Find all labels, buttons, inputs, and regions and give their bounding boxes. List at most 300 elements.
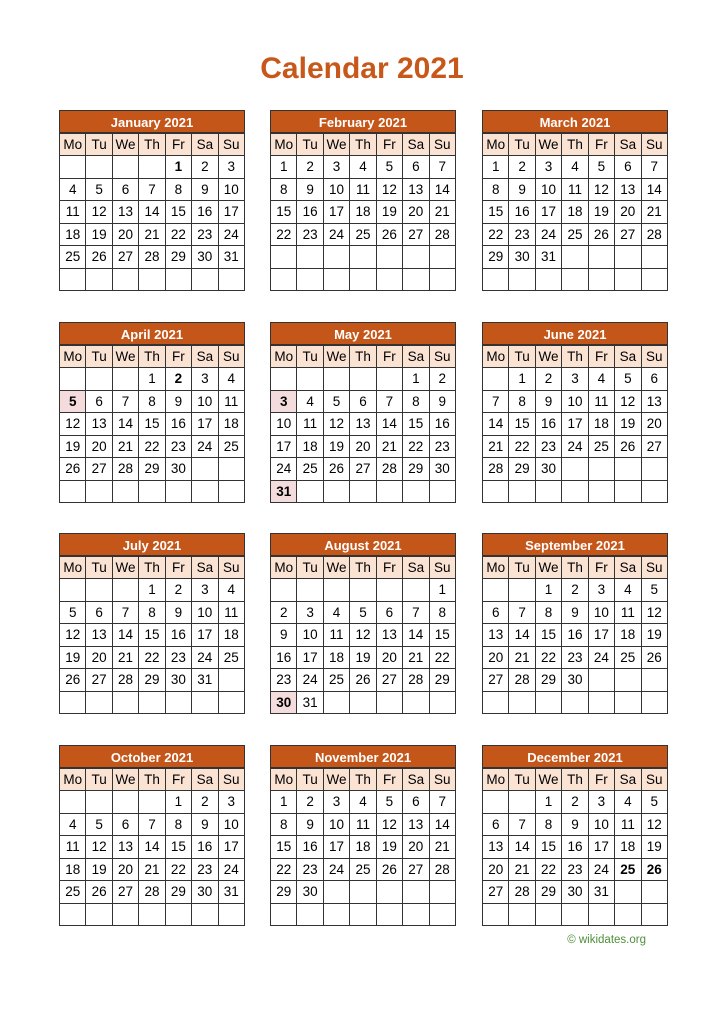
day-cell: 6 — [403, 156, 429, 179]
day-cell: 16 — [509, 201, 535, 224]
empty-cell — [588, 268, 614, 291]
day-cell: 26 — [350, 669, 376, 692]
weekday-label: Th — [139, 557, 165, 579]
day-cell: 2 — [165, 368, 191, 391]
day-cell: 6 — [350, 390, 376, 413]
day-cell: 24 — [562, 435, 588, 458]
weekday-label: Sa — [615, 134, 641, 156]
day-cell: 1 — [165, 791, 191, 814]
day-cell: 10 — [562, 390, 588, 413]
weekday-label: Fr — [588, 769, 614, 791]
empty-cell — [112, 156, 138, 179]
day-cell: 2 — [297, 791, 323, 814]
day-cell: 15 — [403, 413, 429, 436]
day-cell: 1 — [483, 156, 509, 179]
day-cell: 9 — [429, 390, 455, 413]
day-cell: 25 — [60, 246, 86, 269]
day-cell: 6 — [86, 390, 112, 413]
empty-cell — [165, 691, 191, 714]
day-cell: 27 — [112, 881, 138, 904]
empty-cell — [323, 368, 349, 391]
day-cell: 11 — [297, 413, 323, 436]
day-cell: 22 — [271, 223, 297, 246]
weekday-label: Fr — [376, 557, 402, 579]
weekday-label: Mo — [483, 769, 509, 791]
empty-cell — [509, 791, 535, 814]
empty-cell — [271, 246, 297, 269]
empty-cell — [271, 268, 297, 291]
weekday-label: Mo — [60, 557, 86, 579]
empty-cell — [509, 480, 535, 503]
day-cell: 1 — [139, 368, 165, 391]
day-cell: 18 — [60, 223, 86, 246]
day-cell: 26 — [323, 458, 349, 481]
empty-cell — [192, 480, 218, 503]
empty-cell — [403, 579, 429, 602]
weekday-label: Fr — [376, 769, 402, 791]
day-cell: 3 — [588, 791, 614, 814]
day-cell: 25 — [588, 435, 614, 458]
day-cell: 19 — [588, 201, 614, 224]
weekday-label: Mo — [60, 346, 86, 368]
day-cell: 1 — [139, 579, 165, 602]
weekday-label: We — [323, 769, 349, 791]
weekday-label: Fr — [588, 134, 614, 156]
day-cell: 14 — [641, 178, 667, 201]
week-row — [60, 691, 245, 714]
empty-cell — [60, 579, 86, 602]
weekday-label: Sa — [192, 346, 218, 368]
day-cell: 9 — [297, 813, 323, 836]
empty-cell — [615, 903, 641, 926]
empty-cell — [218, 268, 244, 291]
day-cell: 1 — [271, 156, 297, 179]
day-cell: 5 — [60, 390, 86, 413]
day-cell: 21 — [509, 646, 535, 669]
day-cell: 2 — [192, 791, 218, 814]
empty-cell — [139, 156, 165, 179]
day-cell: 3 — [192, 579, 218, 602]
day-cell: 23 — [535, 435, 561, 458]
week-row — [271, 881, 456, 904]
day-cell: 28 — [403, 669, 429, 692]
day-cell: 1 — [165, 156, 191, 179]
week-row — [60, 435, 245, 458]
week-row — [271, 156, 456, 179]
day-cell: 8 — [403, 390, 429, 413]
day-cell: 22 — [535, 646, 561, 669]
month-calendar — [59, 110, 245, 291]
day-cell: 7 — [112, 601, 138, 624]
day-cell: 13 — [376, 624, 402, 647]
weekday-label: Mo — [60, 134, 86, 156]
day-cell: 12 — [60, 413, 86, 436]
weekday-label: We — [112, 769, 138, 791]
day-cell: 25 — [350, 858, 376, 881]
day-cell: 23 — [165, 435, 191, 458]
day-cell: 10 — [271, 413, 297, 436]
day-cell: 21 — [112, 435, 138, 458]
empty-cell — [297, 579, 323, 602]
day-cell: 26 — [376, 223, 402, 246]
day-cell: 8 — [139, 390, 165, 413]
day-cell: 6 — [112, 813, 138, 836]
day-cell: 19 — [376, 836, 402, 859]
day-cell: 21 — [641, 201, 667, 224]
day-cell: 13 — [403, 813, 429, 836]
day-cell: 16 — [429, 413, 455, 436]
weekday-label: Mo — [483, 346, 509, 368]
empty-cell — [403, 881, 429, 904]
weekday-label: Th — [350, 346, 376, 368]
day-cell: 11 — [323, 624, 349, 647]
empty-cell — [403, 268, 429, 291]
day-cell: 23 — [297, 223, 323, 246]
day-cell: 9 — [509, 178, 535, 201]
day-cell: 11 — [615, 813, 641, 836]
day-cell: 17 — [535, 201, 561, 224]
empty-cell — [112, 368, 138, 391]
empty-cell — [641, 480, 667, 503]
day-cell: 14 — [376, 413, 402, 436]
day-cell: 21 — [429, 201, 455, 224]
day-cell: 18 — [60, 858, 86, 881]
week-row — [271, 435, 456, 458]
empty-cell — [139, 480, 165, 503]
day-cell: 22 — [429, 646, 455, 669]
week-row — [60, 624, 245, 647]
weekday-label: We — [535, 134, 561, 156]
week-row — [60, 178, 245, 201]
weekday-label: We — [323, 134, 349, 156]
day-cell: 29 — [165, 881, 191, 904]
day-cell: 7 — [509, 601, 535, 624]
empty-cell — [86, 791, 112, 814]
weekday-label: Mo — [60, 769, 86, 791]
day-cell: 16 — [297, 201, 323, 224]
empty-cell — [535, 480, 561, 503]
empty-cell — [60, 156, 86, 179]
day-cell: 20 — [483, 858, 509, 881]
day-cell: 1 — [403, 368, 429, 391]
empty-cell — [562, 268, 588, 291]
day-cell: 12 — [615, 390, 641, 413]
day-cell: 19 — [615, 413, 641, 436]
day-cell: 2 — [562, 579, 588, 602]
day-cell: 21 — [376, 435, 402, 458]
weekday-label: We — [112, 134, 138, 156]
week-row — [271, 669, 456, 692]
day-cell: 22 — [139, 435, 165, 458]
day-cell: 24 — [588, 646, 614, 669]
day-cell: 20 — [641, 413, 667, 436]
day-cell: 3 — [323, 156, 349, 179]
empty-cell — [271, 368, 297, 391]
day-cell: 20 — [615, 201, 641, 224]
day-cell: 5 — [86, 178, 112, 201]
day-cell: 25 — [615, 858, 641, 881]
day-cell: 17 — [297, 646, 323, 669]
month-calendar — [482, 110, 668, 291]
day-cell: 6 — [403, 791, 429, 814]
week-row — [483, 669, 668, 692]
weekday-label: Sa — [615, 346, 641, 368]
day-cell: 27 — [483, 881, 509, 904]
weekday-label: Fr — [588, 346, 614, 368]
empty-cell — [535, 268, 561, 291]
empty-cell — [483, 268, 509, 291]
day-cell: 29 — [535, 669, 561, 692]
day-cell: 28 — [429, 858, 455, 881]
weekday-label: Fr — [165, 769, 191, 791]
day-cell: 2 — [192, 156, 218, 179]
day-cell: 7 — [641, 156, 667, 179]
day-cell: 18 — [218, 624, 244, 647]
day-cell: 22 — [165, 223, 191, 246]
day-cell: 18 — [615, 836, 641, 859]
day-cell: 2 — [535, 368, 561, 391]
empty-cell — [192, 691, 218, 714]
empty-cell — [535, 691, 561, 714]
day-cell: 17 — [218, 836, 244, 859]
empty-cell — [429, 903, 455, 926]
day-cell: 8 — [271, 813, 297, 836]
day-cell: 16 — [297, 836, 323, 859]
weekday-label: Mo — [483, 557, 509, 579]
empty-cell — [60, 903, 86, 926]
day-cell: 14 — [403, 624, 429, 647]
day-cell: 30 — [562, 669, 588, 692]
day-cell: 3 — [323, 791, 349, 814]
day-cell: 16 — [535, 413, 561, 436]
day-cell: 16 — [192, 836, 218, 859]
empty-cell — [483, 903, 509, 926]
empty-cell — [297, 268, 323, 291]
day-cell: 18 — [218, 413, 244, 436]
empty-cell — [350, 691, 376, 714]
day-cell: 19 — [323, 435, 349, 458]
day-cell: 21 — [403, 646, 429, 669]
day-cell: 12 — [641, 601, 667, 624]
month-calendar — [270, 110, 456, 291]
day-cell: 4 — [297, 390, 323, 413]
weekday-label: We — [535, 557, 561, 579]
empty-cell — [60, 368, 86, 391]
day-cell: 4 — [350, 156, 376, 179]
day-cell: 29 — [165, 246, 191, 269]
empty-cell — [509, 268, 535, 291]
weekday-label: Su — [218, 346, 244, 368]
month-header: February 2021 — [270, 110, 456, 133]
day-cell: 6 — [483, 601, 509, 624]
day-cell: 10 — [588, 813, 614, 836]
day-cell: 31 — [535, 246, 561, 269]
empty-cell — [535, 903, 561, 926]
empty-cell — [641, 669, 667, 692]
empty-cell — [615, 669, 641, 692]
week-row — [271, 858, 456, 881]
day-cell: 29 — [403, 458, 429, 481]
week-row — [271, 413, 456, 436]
day-cell: 11 — [615, 601, 641, 624]
day-cell: 23 — [429, 435, 455, 458]
day-cell: 20 — [112, 858, 138, 881]
empty-cell — [562, 903, 588, 926]
day-cell: 4 — [350, 791, 376, 814]
week-row — [60, 646, 245, 669]
week-row — [483, 246, 668, 269]
week-row — [483, 268, 668, 291]
day-cell: 20 — [403, 836, 429, 859]
day-cell: 19 — [641, 836, 667, 859]
day-cell: 17 — [588, 836, 614, 859]
weekday-label: Mo — [483, 134, 509, 156]
day-cell: 8 — [139, 601, 165, 624]
day-cell: 5 — [86, 813, 112, 836]
day-cell: 10 — [323, 178, 349, 201]
day-cell: 21 — [483, 435, 509, 458]
day-cell: 15 — [271, 201, 297, 224]
day-cell: 24 — [218, 858, 244, 881]
day-cell: 17 — [323, 836, 349, 859]
week-row — [60, 813, 245, 836]
weekday-label: Su — [641, 134, 667, 156]
day-cell: 16 — [192, 201, 218, 224]
empty-cell — [350, 579, 376, 602]
week-row — [60, 579, 245, 602]
weekday-label: Th — [139, 134, 165, 156]
day-cell: 14 — [139, 201, 165, 224]
day-cell: 14 — [112, 413, 138, 436]
empty-cell — [323, 268, 349, 291]
weekday-label: We — [535, 346, 561, 368]
day-cell: 4 — [323, 601, 349, 624]
day-cell: 16 — [165, 624, 191, 647]
weekday-label: Su — [641, 346, 667, 368]
weekday-label: Tu — [297, 134, 323, 156]
day-cell: 16 — [562, 624, 588, 647]
day-cell: 24 — [192, 646, 218, 669]
month-header: October 2021 — [59, 745, 245, 768]
day-cell: 2 — [165, 579, 191, 602]
empty-cell — [376, 268, 402, 291]
day-cell: 30 — [192, 881, 218, 904]
day-cell: 3 — [192, 368, 218, 391]
footer-credit: © wikidates.org — [567, 934, 646, 946]
empty-cell — [112, 579, 138, 602]
day-cell: 25 — [297, 458, 323, 481]
empty-cell — [86, 579, 112, 602]
day-cell: 28 — [376, 458, 402, 481]
day-cell: 20 — [403, 201, 429, 224]
day-cell: 30 — [562, 881, 588, 904]
day-cell: 19 — [641, 624, 667, 647]
day-cell: 11 — [60, 201, 86, 224]
empty-cell — [588, 480, 614, 503]
day-cell: 8 — [509, 390, 535, 413]
day-cell: 2 — [562, 791, 588, 814]
day-cell: 2 — [509, 156, 535, 179]
day-cell: 4 — [218, 579, 244, 602]
empty-cell — [112, 480, 138, 503]
empty-cell — [86, 903, 112, 926]
weekday-label: Sa — [403, 134, 429, 156]
day-cell: 7 — [429, 791, 455, 814]
empty-cell — [297, 246, 323, 269]
weekday-label: Th — [562, 134, 588, 156]
day-cell: 13 — [483, 624, 509, 647]
week-row — [271, 691, 456, 714]
empty-cell — [350, 246, 376, 269]
empty-cell — [86, 691, 112, 714]
week-row — [483, 390, 668, 413]
empty-cell — [139, 903, 165, 926]
day-cell: 10 — [218, 178, 244, 201]
day-cell: 27 — [86, 458, 112, 481]
weekday-label: Mo — [271, 557, 297, 579]
day-cell: 4 — [588, 368, 614, 391]
week-row — [271, 368, 456, 391]
day-cell: 3 — [218, 791, 244, 814]
empty-cell — [615, 691, 641, 714]
day-cell: 4 — [562, 156, 588, 179]
empty-cell — [588, 458, 614, 481]
weekday-label: Tu — [297, 769, 323, 791]
day-cell: 24 — [192, 435, 218, 458]
day-cell: 30 — [297, 881, 323, 904]
day-cell: 3 — [588, 579, 614, 602]
day-cell: 23 — [271, 669, 297, 692]
day-cell: 27 — [615, 223, 641, 246]
week-row — [60, 458, 245, 481]
weekday-label: Fr — [376, 346, 402, 368]
weekday-label: Sa — [192, 134, 218, 156]
week-row — [60, 268, 245, 291]
day-cell: 13 — [641, 390, 667, 413]
month-calendar — [270, 322, 456, 503]
day-cell: 10 — [218, 813, 244, 836]
empty-cell — [429, 480, 455, 503]
month-calendar — [482, 322, 668, 503]
day-cell: 28 — [509, 669, 535, 692]
day-cell: 22 — [535, 858, 561, 881]
empty-cell — [588, 669, 614, 692]
empty-cell — [483, 480, 509, 503]
week-row — [483, 791, 668, 814]
day-cell: 29 — [535, 881, 561, 904]
empty-cell — [588, 246, 614, 269]
week-row — [271, 646, 456, 669]
empty-cell — [641, 268, 667, 291]
day-cell: 27 — [350, 458, 376, 481]
day-cell: 12 — [376, 178, 402, 201]
day-cell: 11 — [60, 836, 86, 859]
day-cell: 20 — [86, 435, 112, 458]
empty-cell — [60, 791, 86, 814]
day-cell: 22 — [139, 646, 165, 669]
week-row — [483, 903, 668, 926]
weekday-label: Fr — [588, 557, 614, 579]
day-cell: 8 — [535, 813, 561, 836]
day-cell: 23 — [192, 223, 218, 246]
weekday-label: We — [535, 769, 561, 791]
day-cell: 12 — [86, 836, 112, 859]
weekday-label: We — [112, 557, 138, 579]
week-row — [271, 178, 456, 201]
empty-cell — [60, 268, 86, 291]
day-cell: 13 — [112, 836, 138, 859]
day-cell: 17 — [323, 201, 349, 224]
